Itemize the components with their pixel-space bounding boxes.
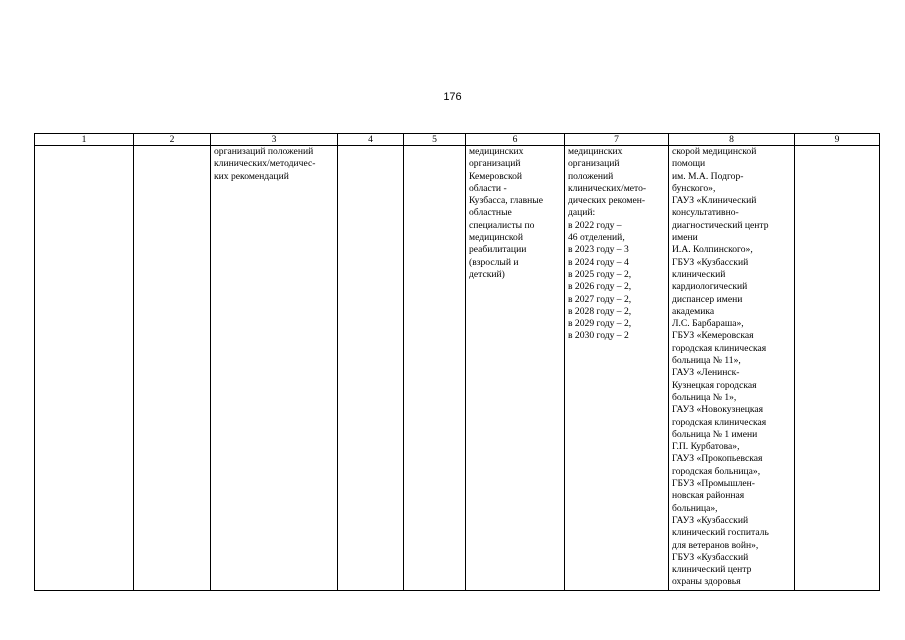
cell-text-line: Кузбасса, главные xyxy=(469,195,543,207)
cell-text-line: помощи xyxy=(672,158,706,170)
column-header-9: 9 xyxy=(795,134,880,146)
cell-text-line: больница № 1», xyxy=(672,391,737,403)
table-header-row xyxy=(35,134,880,146)
column-header-3: 3 xyxy=(211,134,338,146)
cell-text-line: детский) xyxy=(469,268,505,280)
cell-text-line: больница № 11», xyxy=(672,355,741,367)
document-table xyxy=(34,133,880,591)
column-header-8: 8 xyxy=(669,134,795,146)
cell-text-line: в 2027 году – 2, xyxy=(568,293,632,305)
cell-text-line: в 2029 году – 2, xyxy=(568,318,632,330)
table-row xyxy=(35,146,880,591)
cell-text-line: городская больница», xyxy=(672,465,761,477)
cell-col-4 xyxy=(338,146,404,591)
cell-text-line: кардиологический xyxy=(672,281,748,293)
cell-text-line: имени xyxy=(672,232,698,244)
cell-text-line: клинических/мето- xyxy=(568,182,647,194)
cell-text-line: в 2030 году – 2 xyxy=(568,330,629,342)
cell-text-line: клинический xyxy=(672,268,726,280)
cell-col-9 xyxy=(795,146,880,591)
cell-text-line: в 2028 году – 2, xyxy=(568,305,632,317)
cell-text-line: ГАУЗ «Новокузнецкая xyxy=(672,404,764,416)
column-header-6: 6 xyxy=(466,134,565,146)
cell-text-line: Г.П. Курбатова», xyxy=(672,441,740,453)
cell-text-line: 46 отделений, xyxy=(568,232,625,244)
cell-col-5 xyxy=(404,146,466,591)
cell-text-line: охраны здоровья xyxy=(672,576,741,588)
cell-col-2 xyxy=(134,146,211,591)
cell-text-line: организаций xyxy=(568,158,620,170)
cell-text-line: ГБУЗ «Кузбасский xyxy=(672,551,749,563)
cell-text-line: Л.С. Барбараша», xyxy=(672,318,744,330)
cell-col-7 xyxy=(565,146,669,591)
cell-text-line: в 2026 году – 2, xyxy=(568,281,632,293)
cell-text-line: медицинских xyxy=(469,146,524,157)
cell-text-line: им. М.А. Подгор- xyxy=(672,170,744,182)
column-header-5: 5 xyxy=(404,134,466,146)
page-number: 176 xyxy=(443,91,462,103)
cell-text-line: в 2023 году – 3 xyxy=(568,244,629,256)
cell-text-line: ГБУЗ «Кемеровская xyxy=(672,330,754,342)
cell-text-line: в 2024 году – 4 xyxy=(568,256,629,268)
column-header-2: 2 xyxy=(134,134,211,146)
cell-col-8 xyxy=(669,146,795,591)
cell-text-line: ГБУЗ «Промышлен- xyxy=(672,478,756,490)
cell-text-line: диспансер имени xyxy=(672,293,743,305)
cell-text-line: ГАУЗ «Клинический xyxy=(672,195,757,207)
cell-text-line: областные xyxy=(469,207,512,219)
cell-text-line: клинический центр xyxy=(672,564,752,576)
cell-text-line: реабилитации xyxy=(469,244,527,256)
cell-text-line: ГАУЗ «Прокопьевская xyxy=(672,453,763,465)
cell-text-line: (взрослый и xyxy=(469,256,519,268)
cell-text-line: ГБУЗ «Кузбасский xyxy=(672,256,749,268)
cell-col-6 xyxy=(466,146,565,591)
cell-text-line: больница № 1 имени xyxy=(672,428,758,440)
cell-text-line: в 2022 году – xyxy=(568,219,622,231)
cell-text-line: организаций положений xyxy=(214,146,314,157)
cell-text-line: ких рекомендаций xyxy=(214,170,289,182)
cell-text-line: больница», xyxy=(672,502,718,514)
cell-text-line: клинический госпиталь xyxy=(672,527,769,539)
cell-text-line: Кузнецкая городская xyxy=(672,379,757,391)
cell-text-line: скорой медицинской xyxy=(672,146,757,157)
cell-text-line: дических рекомен- xyxy=(568,195,646,207)
cell-text-line: консультативно- xyxy=(672,207,739,219)
column-header-7: 7 xyxy=(565,134,669,146)
column-header-1: 1 xyxy=(35,134,134,146)
cell-text-line: положений xyxy=(568,170,614,182)
cell-text-line: клинических/методичес- xyxy=(214,158,316,170)
cell-text-line: для ветеранов войн», xyxy=(672,539,759,551)
cell-text-line: ГАУЗ «Кузбасский xyxy=(672,514,749,526)
cell-text-line: И.А. Колпинского», xyxy=(672,244,753,256)
cell-text-line: в 2025 году – 2, xyxy=(568,268,632,280)
cell-text-line: организаций xyxy=(469,158,521,170)
column-header-4: 4 xyxy=(338,134,404,146)
cell-col-1 xyxy=(35,146,134,591)
cell-text-line: области - xyxy=(469,182,507,194)
cell-text-line: диагностический центр xyxy=(672,219,769,231)
cell-text-line: городская клиническая xyxy=(672,342,767,354)
cell-text-line: новская районная xyxy=(672,490,745,502)
cell-text-line: бунского», xyxy=(672,182,716,194)
cell-text-line: ГАУЗ «Ленинск- xyxy=(672,367,740,379)
cell-text-line: академика xyxy=(672,305,715,317)
cell-text-line: медицинской xyxy=(469,232,523,244)
cell-text-line: Кемеровской xyxy=(469,170,523,182)
cell-col-3 xyxy=(211,146,338,591)
cell-text-line: даций: xyxy=(568,207,596,219)
cell-text-line: специалисты по xyxy=(469,219,535,231)
cell-text-line: медицинских xyxy=(568,146,623,157)
cell-text-line: городская клиническая xyxy=(672,416,767,428)
